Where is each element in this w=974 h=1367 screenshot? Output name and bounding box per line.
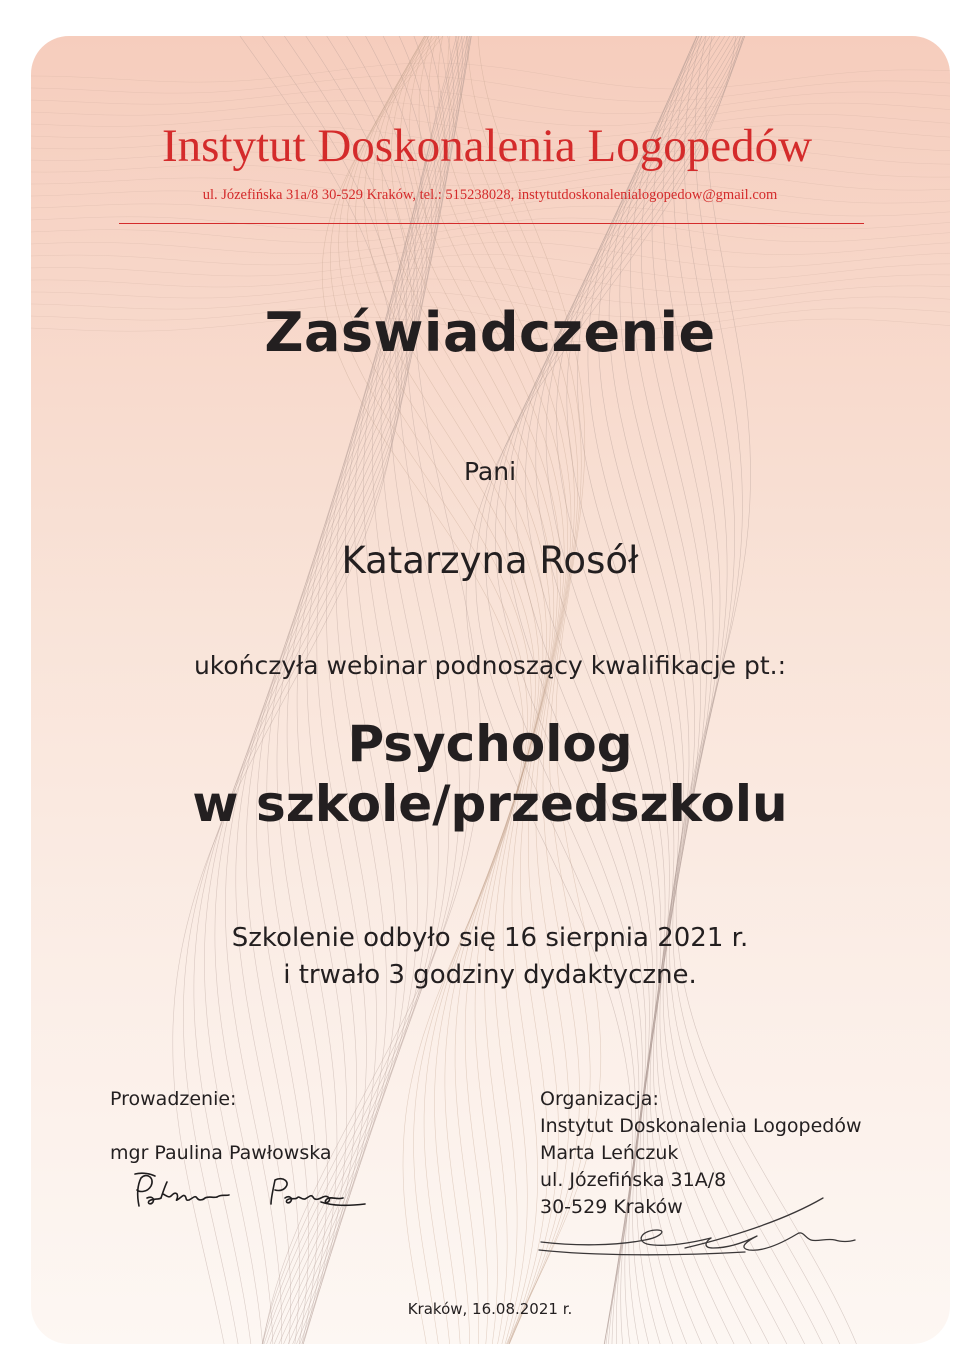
certificate-title: Zaświadczenie: [264, 301, 716, 364]
lecturer-spacer: [110, 1113, 332, 1140]
guilloche-line: [330, 36, 527, 1344]
training-info: [0, 920, 974, 994]
organizer-signature: [535, 1190, 865, 1260]
lecturer-block: [110, 1086, 332, 1167]
course-title-line-1: Psycholog: [347, 715, 633, 773]
institute-address: ul. Józefińska 31a/8 30-529 Kraków, tel.: 515238028, instytutdoskonalenialogopedow@gmail.com: [202, 187, 778, 203]
place-and-date: Kraków, 16.08.2021 r.: [407, 1300, 573, 1318]
guilloche-line: [31, 267, 950, 293]
guilloche-line: [31, 254, 950, 280]
organizer-city: 30-529 Kraków: [540, 1196, 683, 1218]
course-title: [0, 714, 974, 834]
training-date-line: Szkolenie odbyło się 16 sierpnia 2021 r.: [231, 923, 749, 953]
guilloche-line: [373, 36, 546, 1344]
lecturer-label: Prowadzenie:: [110, 1088, 237, 1110]
guilloche-line: [364, 36, 543, 1344]
recipient-name: Katarzyna Rosół: [341, 539, 639, 582]
guilloche-line: [347, 36, 535, 1344]
institute-name: Instytut Doskonalenia Logopedów: [161, 120, 813, 172]
guilloche-line: [31, 76, 950, 102]
guilloche-line: [31, 242, 950, 267]
guilloche-line: [31, 88, 950, 114]
course-title-line-2: w szkole/przedszkolu: [192, 775, 788, 833]
guilloche-line: [31, 218, 950, 243]
guilloche-line: [391, 36, 554, 1344]
guilloche-line: [400, 36, 557, 1344]
salutation: Pani: [463, 457, 517, 486]
organizer-institute: Instytut Doskonalenia Logopedów: [540, 1115, 862, 1137]
guilloche-line: [410, 36, 561, 1344]
guilloche-line: [31, 206, 950, 231]
organizer-person: Marta Leńczuk: [540, 1142, 679, 1164]
training-hours-line: i trwało 3 godziny dydaktyczne.: [283, 960, 697, 990]
lecturer-name: mgr Paulina Pawłowska: [110, 1142, 332, 1164]
completion-text: ukończyła webinar podnoszący kwalifikacje pt.:: [193, 651, 787, 680]
guilloche-line: [31, 230, 950, 255]
lecturer-signature: [125, 1168, 375, 1228]
organizer-street: ul. Józefińska 31A/8: [540, 1169, 727, 1191]
organizer-label: Organizacja:: [540, 1088, 659, 1110]
header-divider: [119, 223, 864, 224]
